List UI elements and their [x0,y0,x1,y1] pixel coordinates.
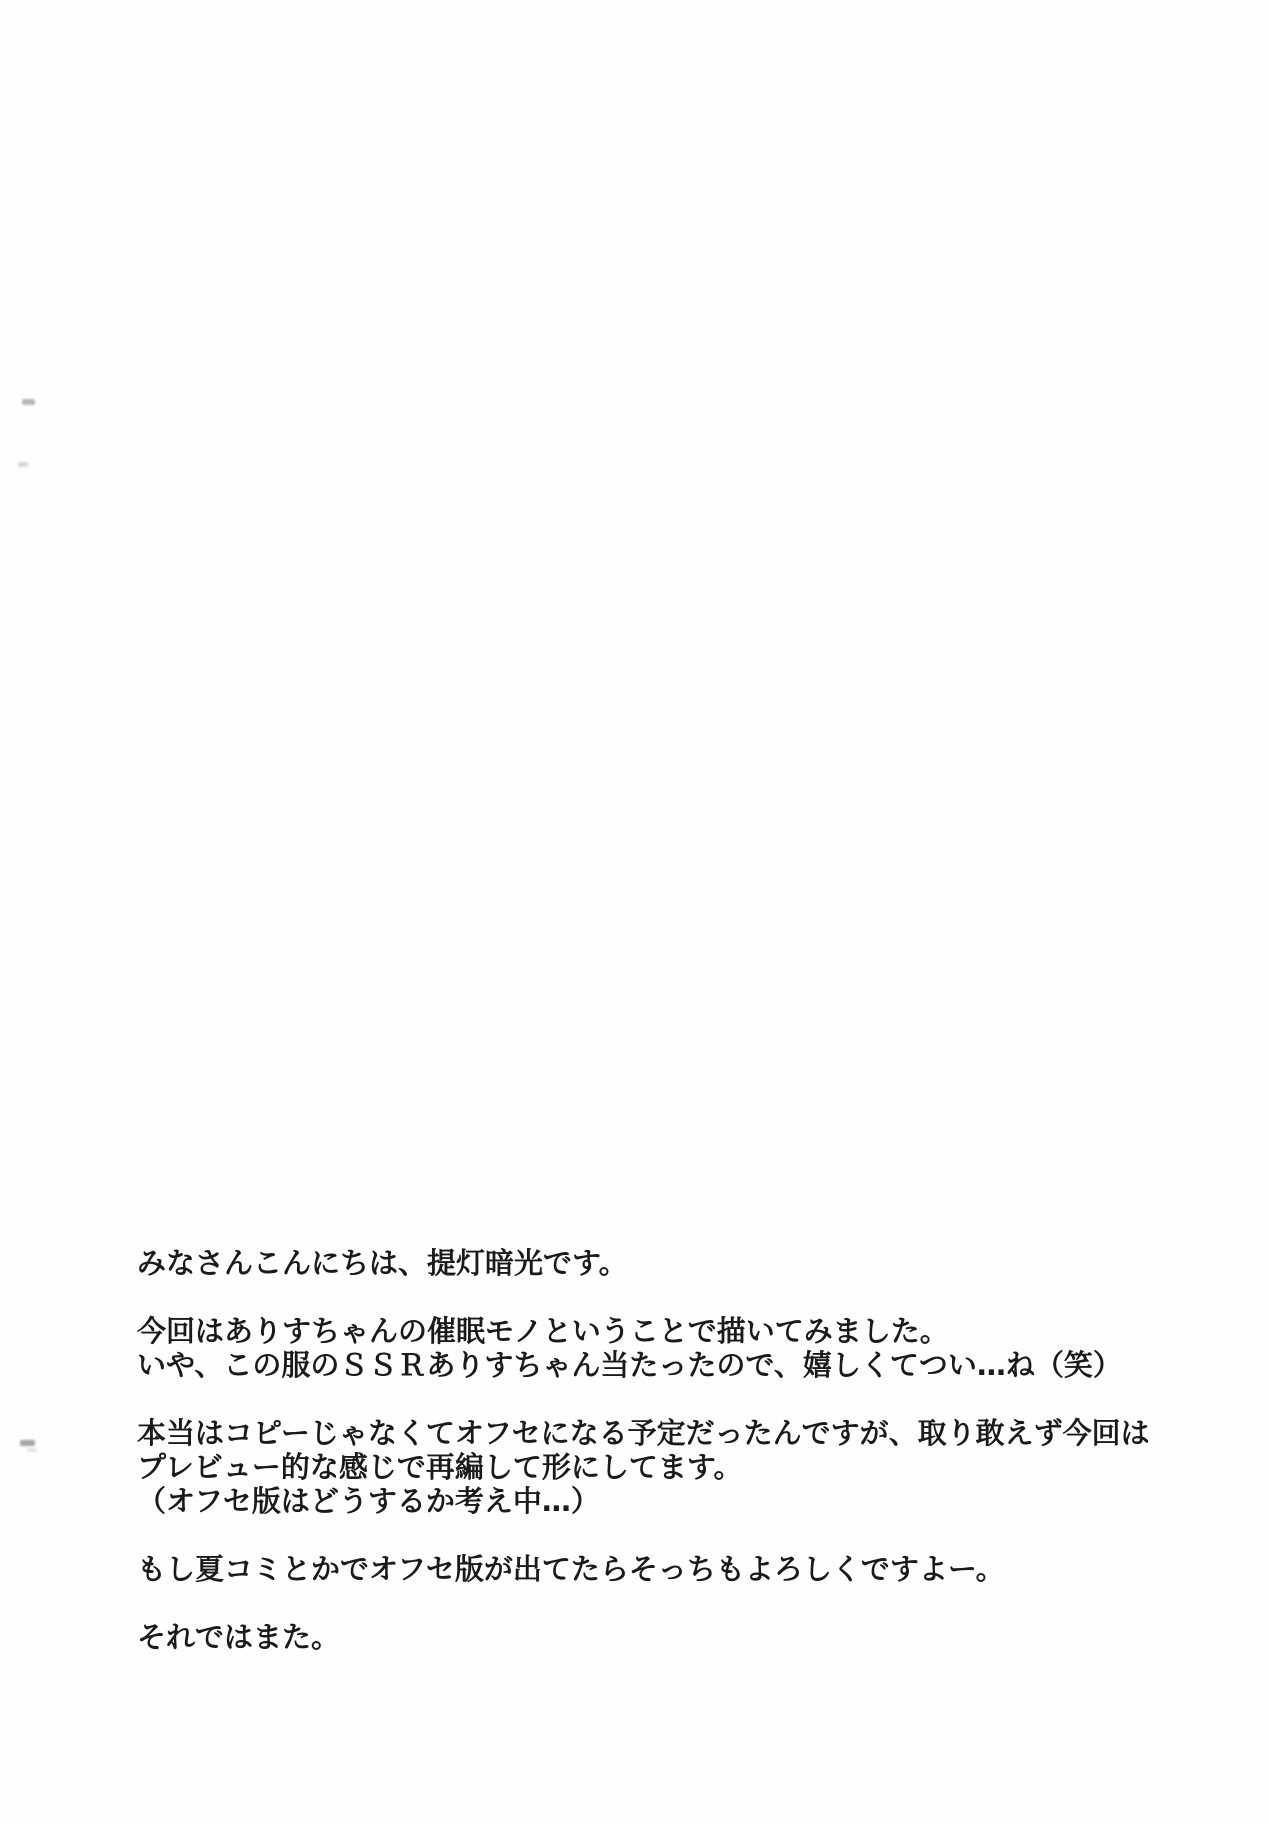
text-line: プレビュー的な感じで再編して形にしてます。 [137,1450,743,1484]
paragraph-summer-comiket [137,1552,1237,1586]
text-line: 本当はコピーじゃなくてオフセになる予定だったんですが、取り敢えず今回は [137,1416,1150,1450]
scan-artifact-speck [20,1440,35,1446]
paragraph-greeting [137,1246,1237,1280]
text-line: もし夏コミとかでオフセ版が出てたらそっちもよろしくですよー。 [137,1552,1005,1586]
text-line: （オフセ版はどうするか考え中…） [137,1484,600,1518]
paragraph-about-work [137,1314,1237,1382]
paragraph-farewell [137,1620,1237,1654]
scan-artifact-speck [18,462,28,467]
text-line: みなさんこんにちは、提灯暗光です。 [137,1246,628,1280]
afterword-text-block [137,1246,1237,1688]
scan-artifact-speck [27,1448,37,1452]
scan-artifact-speck [22,399,35,405]
text-line: いや、この服のＳＳＲありすちゃん当たったので、嬉しくてつい…ね（笑） [137,1348,1122,1382]
text-line: それではまた。 [137,1620,341,1654]
text-line: 今回はありすちゃんの催眠モノということで描いてみました。 [137,1314,949,1348]
paragraph-print-plans [137,1416,1237,1518]
